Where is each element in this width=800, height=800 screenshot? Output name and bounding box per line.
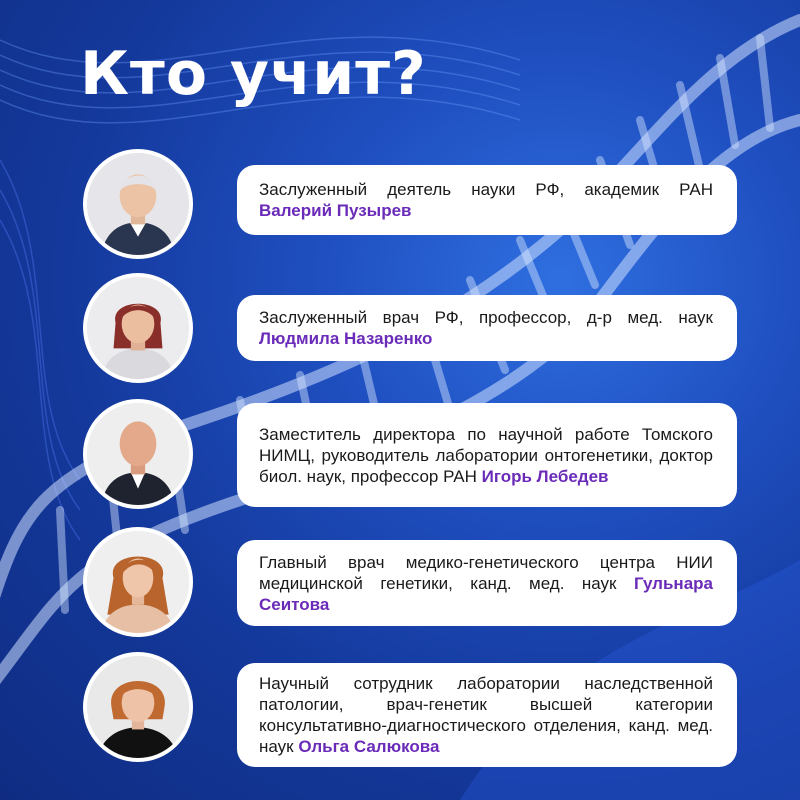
teacher-card: [237, 663, 737, 767]
teacher-photo: [83, 527, 193, 637]
teacher-name: Ольга Салюкова: [298, 737, 440, 756]
teacher-photo: [83, 149, 193, 259]
teacher-card: [237, 540, 737, 626]
teacher-card: [237, 295, 737, 361]
teacher-photo: [83, 652, 193, 762]
portrait-icon: [87, 656, 189, 758]
portrait-icon: [87, 153, 189, 255]
teacher-name: Гульнара Сеитова: [259, 573, 713, 614]
teacher-photo: [83, 399, 193, 509]
portrait-icon: [87, 277, 189, 379]
teacher-photo: [83, 273, 193, 383]
teacher-title: Заместитель директора по научной работе Томского НИМЦ, руководитель лаборатории онтогенетики, доктор биол. наук, профессор РАН: [259, 424, 713, 486]
teacher-name: Людмила Назаренко: [259, 329, 433, 348]
portrait-icon: [87, 403, 189, 505]
teacher-name: Валерий Пузырев: [259, 201, 412, 220]
teacher-title: Главный врач медико-генетического центра НИИ медицинской генетики, канд. мед. наук: [259, 552, 713, 593]
teacher-card: [237, 403, 737, 507]
teacher-card: [237, 165, 737, 235]
teacher-title: Заслуженный врач РФ, профессор, д-р мед. наук: [259, 308, 713, 327]
teacher-name: Игорь Лебедев: [481, 466, 609, 486]
teacher-title: Заслуженный деятель науки РФ, академик РАН: [259, 180, 713, 199]
teacher-title: Научный сотрудник лаборатории наследственной патологии, врач-генетик высшей категории консультативно-диагностического отделения, канд. мед. наук: [259, 674, 713, 756]
page-title: Кто учит?: [80, 39, 427, 109]
portrait-icon: [87, 531, 189, 633]
